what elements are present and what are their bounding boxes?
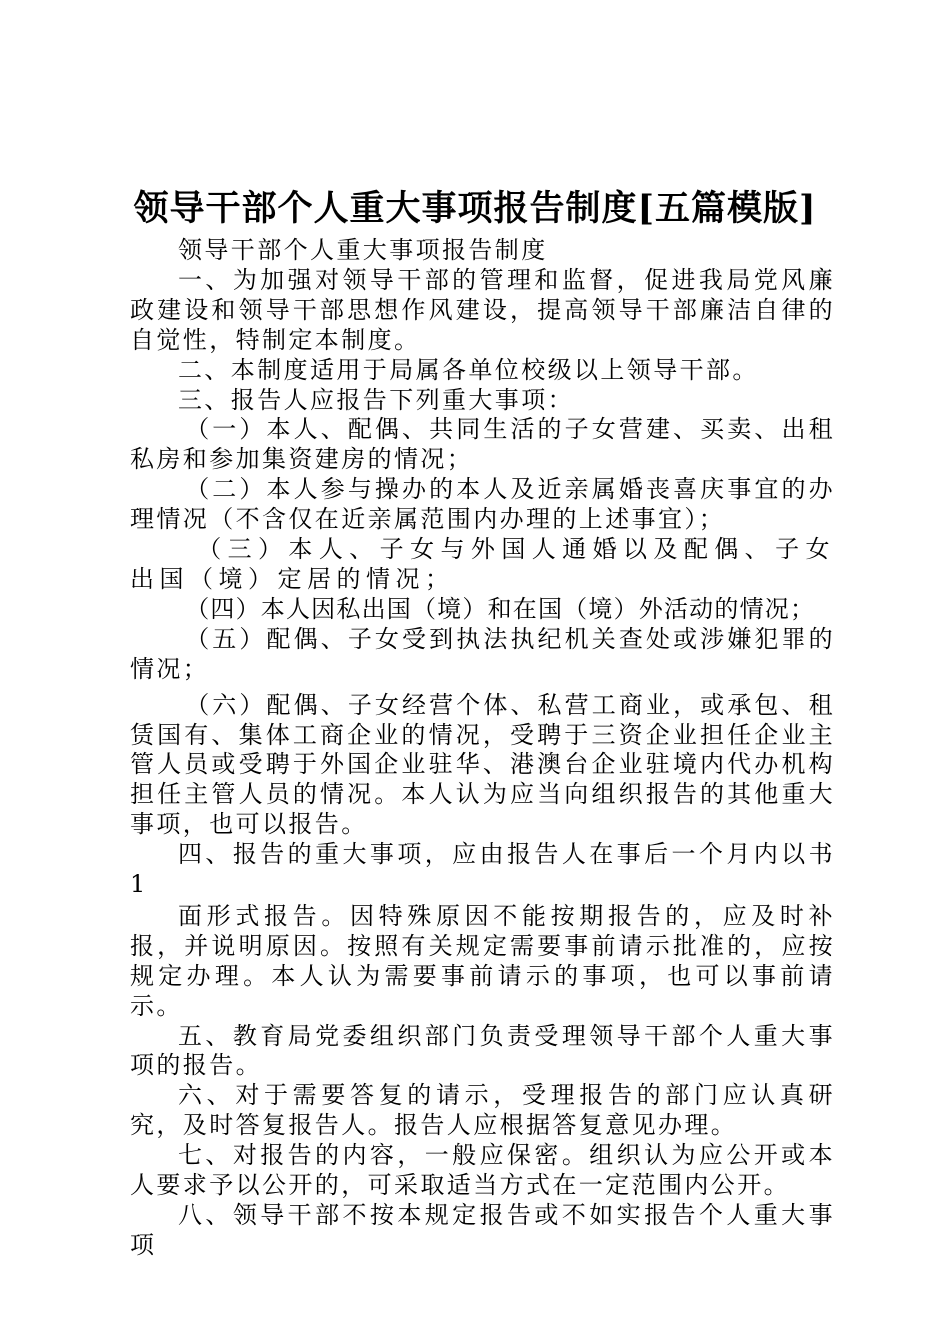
paragraph-8: 八、领导干部不按本规定报告或不如实报告个人重大事项: [130, 1201, 835, 1259]
paragraph-item-3: （三）本人、子女与外国人通婚以及配偶、子女出国（境）定居的情况；: [130, 535, 835, 593]
paragraph-2: 二、本制度适用于局属各单位校级以上领导干部。: [178, 355, 759, 384]
document-body: [130, 236, 835, 1261]
paragraph-6: 六、对于需要答复的请示，受理报告的部门应认真研究，及时答复报告人。报告人应根据答复意见办理。: [130, 1081, 835, 1140]
paragraph-item-1: （一）本人、配偶、共同生活的子女营建、买卖、出租私房和参加集资建房的情况；: [130, 415, 835, 474]
paragraph-5: 五、教育局党委组织部门负责受理领导干部个人重大事项的报告。: [130, 1021, 835, 1080]
paragraph-item-2: （二）本人参与操办的本人及近亲属婚丧喜庆事宜的办理情况（不含仅在近亲属范围内办理的上述事宜）；: [130, 475, 835, 534]
paragraph-1: 一、为加强对领导干部的管理和监督，促进我局党风廉政建设和领导干部思想作风建设，提高领导干部廉洁自律的自觉性，特制定本制度。: [130, 265, 835, 354]
paragraph-4-continued: 面形式报告。因特殊原因不能按期报告的，应及时补报，并说明原因。按照有关规定需要事前请示批准的，应按规定办理。本人认为需要事前请示的事项，也可以事前请示。: [130, 901, 835, 1020]
paragraph-subtitle: 领导干部个人重大事项报告制度: [178, 236, 548, 264]
paragraph-7: 七、对报告的内容，一般应保密。组织认为应公开或本人要求予以公开的，可采取适当方式在一定范围内公开。: [130, 1141, 835, 1200]
paragraph-item-4: （四）本人因私出国（境）和在国（境）外活动的情况；: [185, 594, 816, 623]
document-title: 领导干部个人重大事项报告制度[五篇模版]: [133, 188, 817, 229]
paragraph-item-6: （六）配偶、子女经营个体、私营工商业，或承包、租赁国有、集体工商企业的情况，受聘于三资企业担任企业主管人员或受聘于外国企业驻华、港澳台企业驻境内代办机构担任主管人员的情况。本人认为应当向组织报告的其他重大事项，也可以报告。: [130, 690, 835, 839]
paragraph-3: 三、报告人应报告下列重大事项：: [178, 385, 574, 414]
paragraph-item-5: （五）配偶、子女受到执法执纪机关查处或涉嫌犯罪的情况；: [130, 624, 835, 683]
paragraph-4: 四、报告的重大事项，应由报告人在事后一个月内以书 1: [130, 840, 835, 899]
